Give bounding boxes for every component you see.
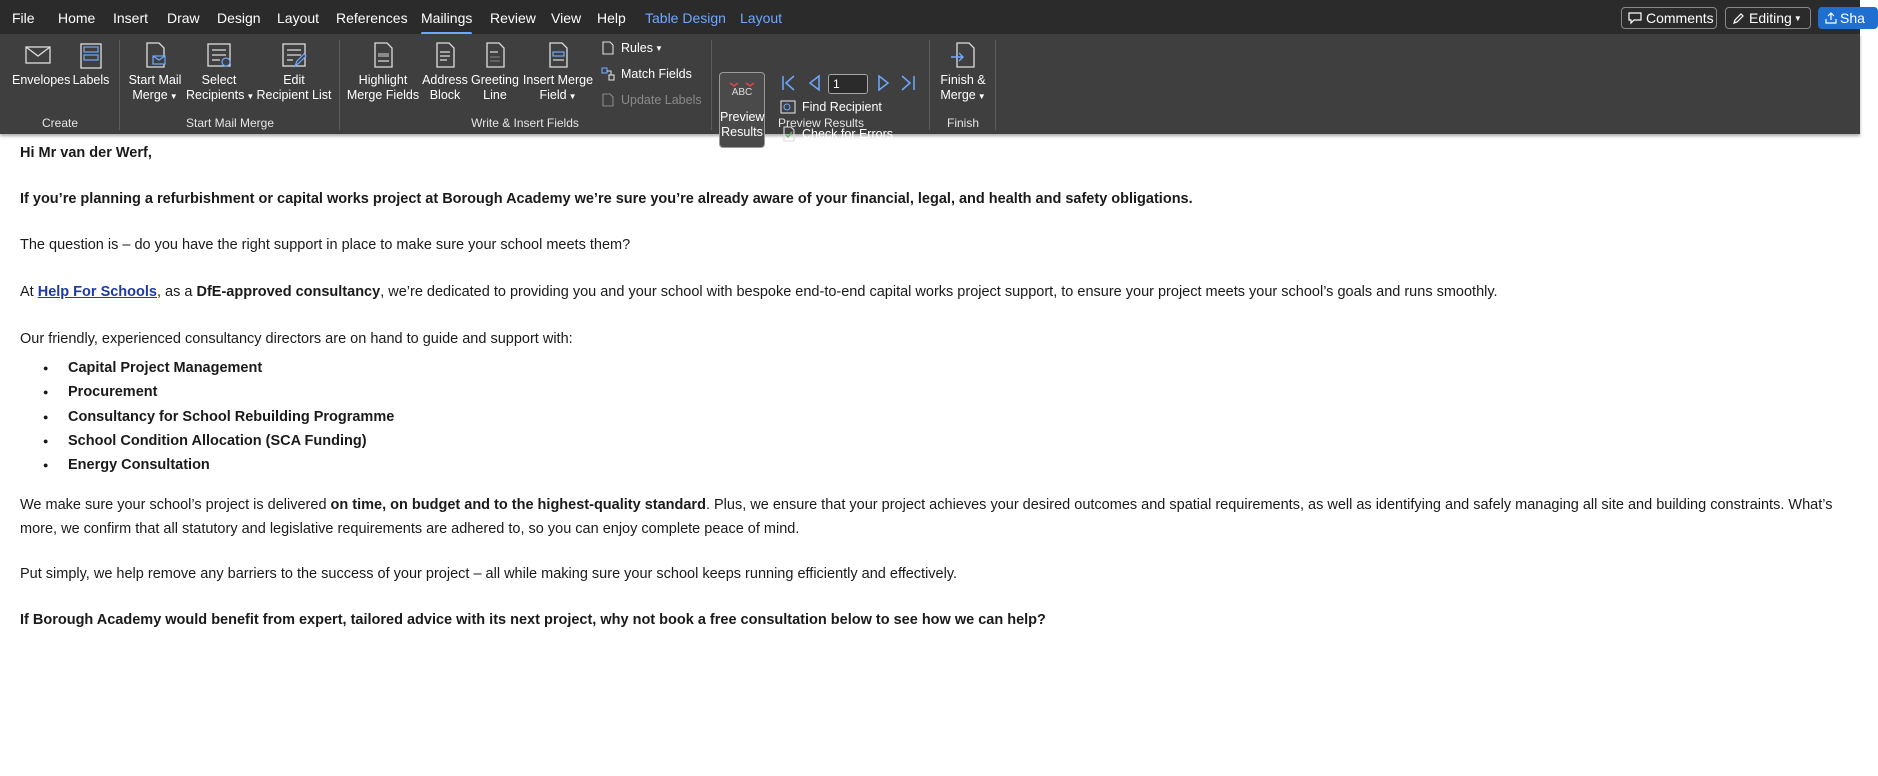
share-label: Sha	[1840, 10, 1865, 26]
select-recipients-label-line1: Select	[201, 73, 237, 87]
start-mail-merge-label-line2: Merge	[132, 88, 168, 102]
greeting-line-label-line1: Greeting	[471, 73, 519, 87]
finish-merge-label-line1: Finish &	[940, 73, 986, 87]
tab-review[interactable]: Review	[490, 10, 536, 26]
find-recipient-icon	[780, 100, 796, 114]
tab-design[interactable]: Design	[217, 10, 261, 26]
edit-recipient-list-button[interactable]	[256, 40, 332, 103]
question-paragraph: The question is – do you have the right support in place to make sure your school meets them?	[20, 237, 631, 253]
list-item: ● Energy Consultation	[20, 453, 394, 477]
letter-greeting: Hi Mr van der Werf,	[20, 145, 152, 161]
finish-merge-label-line2: Merge	[940, 88, 976, 102]
match-fields-label: Match Fields	[621, 67, 692, 81]
write-insert-group-label: Write & Insert Fields	[471, 116, 579, 130]
delivery-paragraph: We make sure your school’s project is delivered on time, on budget and to the highest-quality standard. Plus, we ensure that your project achieves your desired outcomes and spatial requirements, as well as identifying and safely managing all site and building constraints. What’s more, we confirm that all statutory and legislative requirements are adhered to, so you can enjoy complete peace of mind.	[20, 497, 1833, 537]
chevron-down-icon: ▼	[246, 92, 255, 101]
tab-mailings[interactable]: Mailings	[421, 10, 473, 26]
edit-list-icon	[279, 40, 309, 70]
ribbon	[0, 34, 1860, 141]
match-fields-icon	[601, 67, 615, 81]
preview-results-button[interactable]	[719, 72, 765, 148]
labels-label: Labels	[72, 73, 110, 87]
preview-results-label-line2: Results	[721, 125, 763, 139]
intro-paragraph: If you’re planning a refurbishment or capital works project at Borough Academy we’re sure you’re already aware of your financial, legal, and health and safety obligations.	[20, 191, 1193, 207]
labels-icon	[76, 40, 106, 70]
preview-results-label-line1: Preview	[720, 110, 765, 124]
comments-button[interactable]	[1621, 7, 1717, 29]
about-paragraph: At Help For Schools, as a DfE-approved consultancy, we’re dedicated to providing you and your school with bespoke end-to-end capital works project support, to ensure your project meets your school’s goals and runs smoothly.	[20, 284, 1498, 300]
finish-group-label: Finish	[946, 116, 979, 130]
greeting-line-icon	[480, 40, 510, 70]
tab-insert[interactable]: Insert	[113, 10, 149, 26]
preview-results-group-label: Preview Results	[777, 116, 865, 130]
share-button[interactable]	[1818, 7, 1878, 29]
first-record-icon[interactable]	[780, 74, 796, 97]
group-separator	[119, 40, 120, 130]
envelopes-button[interactable]	[12, 40, 71, 88]
labels-button[interactable]	[70, 40, 112, 88]
select-recipients-label-line2: Recipients	[186, 88, 245, 102]
tab-help[interactable]: Help	[597, 10, 626, 26]
address-block-icon	[430, 40, 460, 70]
group-separator	[339, 40, 340, 130]
tab-home[interactable]: Home	[58, 10, 96, 26]
edit-recipient-list-label-line2: Recipient List	[256, 88, 332, 102]
record-number-input[interactable]	[828, 74, 868, 94]
rules-button[interactable]	[601, 41, 663, 55]
chevron-down-icon: ▼	[169, 92, 178, 101]
create-group-label: Create	[41, 116, 79, 130]
document-mail-icon	[140, 40, 170, 70]
envelopes-label: Envelopes	[12, 73, 71, 87]
tab-table-design[interactable]: Table Design	[645, 10, 726, 26]
summary-paragraph: Put simply, we help remove any barriers to the success of your project – all while making sure your school keeps running efficiently and effectively.	[20, 566, 958, 582]
tab-layout[interactable]: Layout	[277, 10, 320, 26]
list-item: ● Consultancy for School Rebuilding Programme	[20, 405, 394, 429]
highlight-fields-icon	[368, 40, 398, 70]
comment-icon	[1628, 12, 1642, 24]
find-recipient-button[interactable]	[780, 100, 882, 114]
rules-label: Rules	[621, 41, 653, 55]
insert-field-icon	[543, 40, 573, 70]
editing-mode-button[interactable]	[1725, 7, 1811, 29]
insert-merge-field-label-line2: Field	[539, 88, 567, 102]
previous-record-icon[interactable]	[806, 74, 822, 97]
address-block-button[interactable]	[421, 40, 469, 103]
share-icon	[1825, 12, 1837, 24]
last-record-icon[interactable]	[900, 74, 918, 97]
finish-merge-icon	[948, 40, 978, 70]
next-record-icon[interactable]	[876, 74, 892, 97]
chevron-down-icon: ▼	[1793, 13, 1802, 23]
find-recipient-label: Find Recipient	[802, 100, 882, 114]
recipient-list-icon	[204, 40, 234, 70]
help-for-schools-link[interactable]: Help For Schools	[37, 284, 157, 300]
match-fields-button[interactable]	[601, 67, 692, 81]
comments-label: Comments	[1646, 10, 1714, 26]
list-item: ● Procurement	[20, 380, 394, 404]
pencil-icon	[1732, 12, 1745, 25]
edit-recipient-list-label-line1: Edit	[283, 73, 305, 87]
list-item: ● Capital Project Management	[20, 356, 394, 380]
services-list	[20, 356, 394, 477]
tab-table-layout[interactable]: Layout	[740, 10, 783, 26]
chevron-down-icon: ▼	[654, 43, 663, 53]
address-block-label-line2: Block	[429, 88, 461, 102]
address-block-label-line1: Address	[422, 73, 468, 87]
tab-view[interactable]: View	[551, 10, 582, 26]
rules-icon	[601, 41, 615, 55]
update-labels-label: Update Labels	[621, 93, 702, 107]
check-for-errors-label: Check for Errors	[802, 127, 893, 141]
editing-label: Editing	[1749, 10, 1792, 26]
select-recipients-button[interactable]	[186, 40, 255, 104]
tab-draw[interactable]: Draw	[167, 10, 200, 26]
greeting-line-button[interactable]	[470, 40, 520, 103]
finish-merge-button[interactable]	[936, 40, 990, 104]
tab-references[interactable]: References	[336, 10, 408, 26]
tab-file[interactable]: File	[12, 10, 35, 26]
list-item: ● School Condition Allocation (SCA Funding)	[20, 429, 394, 453]
chevron-down-icon: ▼	[977, 92, 986, 101]
update-labels-icon	[601, 93, 615, 107]
list-intro: Our friendly, experienced consultancy directors are on hand to guide and support with:	[20, 331, 573, 347]
highlight-merge-fields-label-line1: Highlight	[358, 73, 408, 87]
menu-bar	[0, 0, 1865, 34]
insert-merge-field-button[interactable]	[522, 40, 594, 104]
greeting-line-label-line2: Line	[483, 88, 507, 102]
preview-abc-text: ABC	[731, 87, 753, 98]
group-separator	[929, 40, 930, 130]
update-labels-button[interactable]	[601, 93, 702, 107]
start-mail-merge-button[interactable]	[126, 40, 184, 104]
group-separator	[995, 40, 996, 130]
closing-paragraph: If Borough Academy would benefit from expert, tailored advice with its next project, why not book a free consultation below to see how we can help?	[20, 612, 1046, 628]
insert-merge-field-label-line1: Insert Merge	[522, 73, 594, 87]
start-mail-merge-label-line1: Start Mail	[128, 73, 182, 87]
highlight-merge-fields-label-line2: Merge Fields	[346, 88, 420, 102]
group-separator	[711, 40, 712, 130]
start-mail-merge-group-label: Start Mail Merge	[185, 116, 275, 130]
envelope-icon	[23, 40, 53, 70]
highlight-merge-fields-button[interactable]	[346, 40, 420, 103]
chevron-down-icon: ▼	[568, 92, 577, 101]
